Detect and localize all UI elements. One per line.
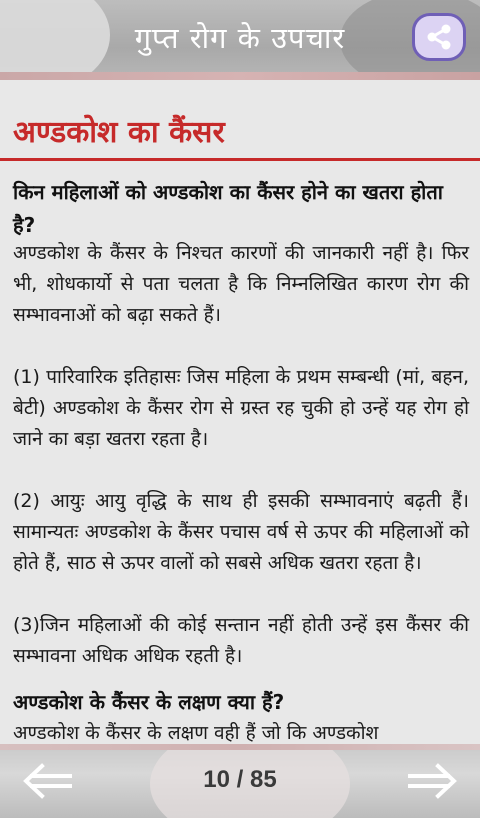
- question-heading-2: अण्डकोश के कैंसर के लक्षण क्या हैं?: [13, 690, 285, 714]
- paragraph-5: अण्डकोश के कैंसर के लक्षण वही हैं जो कि अण्डकोश: [13, 722, 379, 744]
- app-header: [0, 0, 480, 80]
- share-icon: [424, 22, 454, 52]
- app-title: गुप्त रोग के उपचार: [134, 21, 346, 55]
- article-title: अण्डकोश का कैंसर: [13, 115, 225, 150]
- title-divider: [0, 158, 480, 161]
- header-bottom-band: [0, 72, 480, 80]
- paragraph-4: (3)जिन महिलाओं की कोई सन्तान नहीं होती उन्हें इस कैंसर की सम्भावना अधिक अधिक रहती है।: [13, 614, 469, 667]
- paragraph-2: (1) पारिवारिक इतिहासः जिस महिला के प्रथम सम्बन्धी (मां, बहन, बेटी) अण्डकोश के कैंसर रोग से ग्रस्त रह चुकी हो उन्हें यह रोग हो जाने का बड़ा खतरा रहता है।: [13, 366, 469, 450]
- next-page-button[interactable]: [404, 762, 460, 800]
- share-button[interactable]: [412, 13, 466, 61]
- question-heading-1: किन महिलाओं को अण्डकोश का कैंसर होने का खतरा होता है?: [13, 180, 443, 237]
- paragraph-1: अण्डकोश के कैंसर के निश्चत कारणों की जानकारी नहीं है। फिर भी, शोधकार्यो से पता चलता है कि निम्नलिखित कारण रोग की सम्भावनाओं को बढ़ा सकते हैं।: [13, 242, 469, 326]
- bottom-navigation-bar: [0, 744, 480, 818]
- page-counter: 10 / 85: [203, 766, 277, 793]
- footer-top-band: [0, 744, 480, 750]
- article-content[interactable]: [0, 80, 480, 744]
- paragraph-3: (2) आयुः आयु वृद्धि के साथ ही इसकी सम्भावनाएं बढ़ती हैं। सामान्यतः अण्डकोश के कैंसर पचास वर्ष से ऊपर की महिलाओं को होते हैं, साठ से ऊपर वालों को सबसे अधिक खतरा रहता है।: [13, 490, 469, 574]
- arrow-right-icon: [404, 762, 460, 800]
